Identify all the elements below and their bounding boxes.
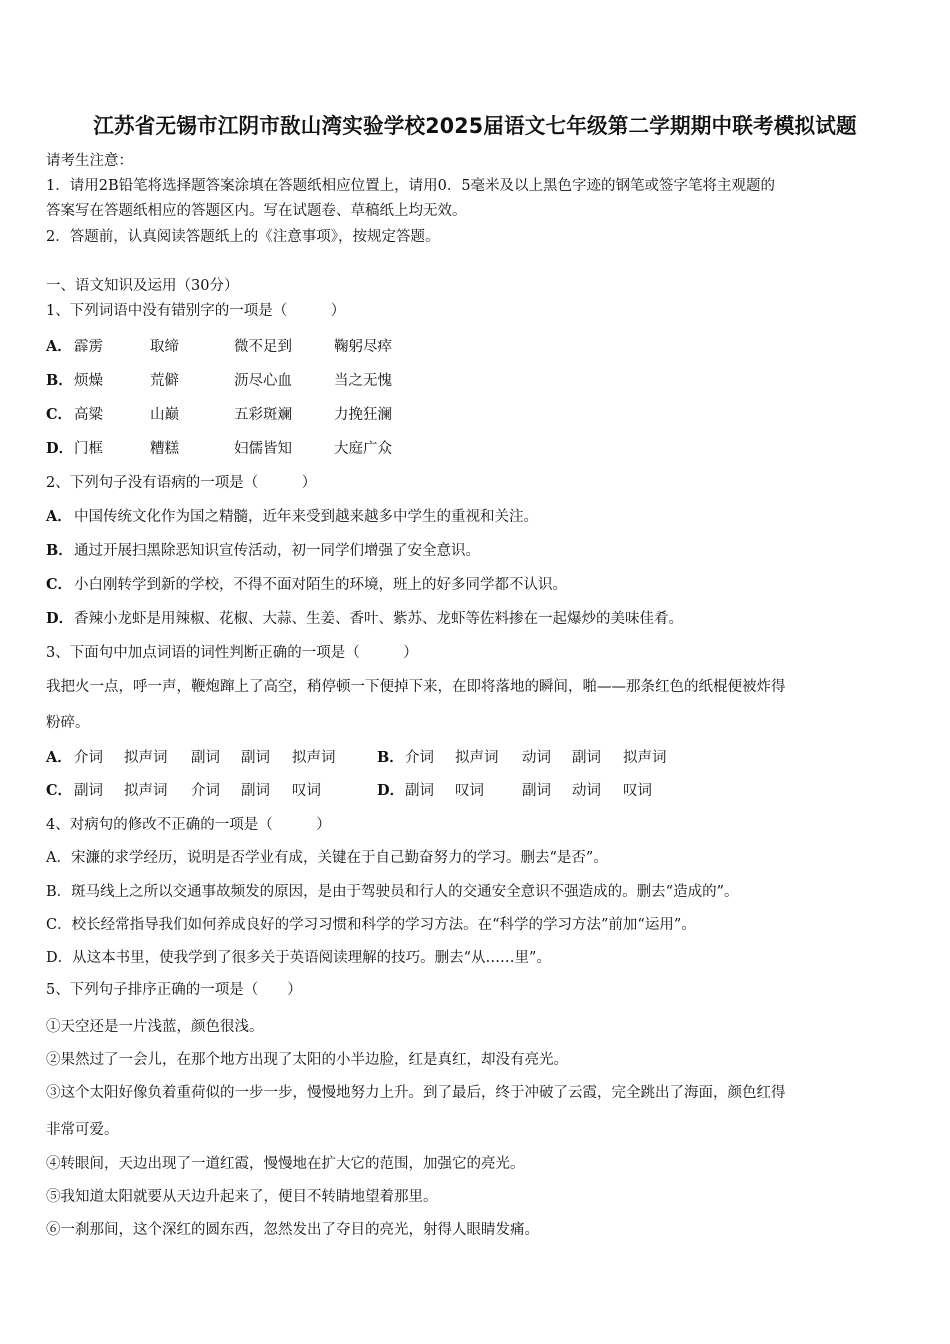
option-word: 烦燥 (74, 373, 103, 389)
option-word: 拟声词 (455, 750, 499, 766)
option-word: 副词 (241, 750, 270, 766)
option-letter: D． (46, 440, 74, 457)
q5-sentence-5: ⑤我知道太阳就要从天边升起来了，便目不转睛地望着那里。 (46, 1189, 438, 1205)
option-word: 叹词 (292, 783, 321, 799)
notice-item-1-line-2: 答案写在答题纸相应的答题区内。写在试题卷、草稿纸上均无效。 (46, 203, 467, 219)
option-word: 拟声词 (124, 783, 168, 799)
q3-passage-line-2: 粉碎。 (46, 715, 90, 731)
option-word: 拟声词 (623, 750, 667, 766)
option-word: 山巅 (150, 407, 179, 423)
option-letter: C． (46, 576, 73, 593)
option-word: 微不足到 (234, 339, 292, 355)
option-letter: C． (46, 782, 73, 799)
option-letter: A． (46, 508, 72, 525)
q4-option-b[interactable]: B．斑马线上之所以交通事故频发的原因，是由于驾驶员和行人的交通安全意识不强造成的。删去“造成的”。 (46, 884, 739, 900)
option-word: 副词 (572, 750, 601, 766)
q4-stem: 4、对病句的修改不正确的一项是（ ） (46, 817, 331, 833)
option-word: 力挽狂澜 (334, 407, 392, 423)
option-word: 拟声词 (124, 750, 168, 766)
option-word: 动词 (572, 783, 601, 799)
notice-item-2: 2．答题前，认真阅读答题纸上的《注意事项》，按规定答题。 (46, 229, 440, 245)
q5-sentence-3-line-1: ③这个太阳好像负着重荷似的一步一步，慢慢地努力上升。到了最后，终于冲破了云霞，完全跳出了海面，颜色红得 (46, 1085, 786, 1101)
option-word: 大庭广众 (334, 441, 392, 457)
option-word: 五彩斑斓 (234, 407, 292, 423)
option-text: 小白刚转学到新的学校，不得不面对陌生的环境，班上的好多同学都不认识。 (74, 577, 567, 593)
option-word: 高粱 (74, 407, 103, 423)
option-word: 副词 (191, 750, 220, 766)
option-word: 介词 (405, 750, 434, 766)
notice-heading: 请考生注意： (46, 153, 133, 169)
option-letter: B． (46, 542, 73, 559)
q5-sentence-2: ②果然过了一会儿，在那个地方出现了太阳的小半边脸，红是真红，却没有亮光。 (46, 1052, 568, 1068)
q5-stem: 5、下列句子排序正确的一项是（ ） (46, 982, 302, 998)
q2-stem: 2、下列句子没有语病的一项是（ ） (46, 475, 317, 491)
option-letter: B． (46, 372, 73, 389)
option-word: 拟声词 (292, 750, 336, 766)
option-word: 门框 (74, 441, 103, 457)
q5-sentence-6: ⑥一刹那间，这个深红的圆东西，忽然发出了夺目的亮光，射得人眼睛发痛。 (46, 1222, 539, 1238)
option-word: 叹词 (455, 783, 484, 799)
exam-title: 江苏省无锡市江阴市敔山湾实验学校2025届语文七年级第二学期期中联考模拟试题 (93, 114, 857, 138)
notice-item-1-line-1: 1．请用2B铅笔将选择题答案涂填在答题纸相应位置上，请用0．5毫米及以上黑色字迹的钢笔或签字笔将主观题的 (46, 178, 776, 194)
q3-option-c[interactable] (46, 781, 346, 801)
q1-stem: 1、下列词语中没有错别字的一项是（ ） (46, 303, 346, 319)
option-word: 副词 (74, 783, 103, 799)
option-word: 取缔 (150, 339, 179, 355)
option-word: 当之无愧 (334, 373, 392, 389)
option-word: 荒僻 (150, 373, 179, 389)
q3-option-a[interactable] (46, 748, 346, 768)
option-letter: A． (46, 338, 72, 355)
option-letter: D． (377, 782, 405, 799)
option-text: 中国传统文化作为国之精髓，近年来受到越来越多中学生的重视和关注。 (74, 509, 538, 525)
option-text: 香辣小龙虾是用辣椒、花椒、大蒜、生姜、香叶、紫苏、龙虾等佐料掺在一起爆炒的美味佳肴。 (74, 611, 683, 627)
option-word: 介词 (191, 783, 220, 799)
option-word: 叹词 (623, 783, 652, 799)
option-word: 副词 (241, 783, 270, 799)
option-word: 糟糕 (150, 441, 179, 457)
option-letter: D． (46, 610, 74, 627)
option-word: 介词 (74, 750, 103, 766)
q5-sentence-1: ①天空还是一片浅蓝，颜色很浅。 (46, 1019, 264, 1035)
q3-passage-line-1: 我把火一点，呼一声，鞭炮蹿上了高空，稍停顿一下便掉下来，在即将落地的瞬间，啪——那条红色的纸棍便被炸得 (46, 679, 786, 695)
q3-stem: 3、下面句中加点词语的词性判断正确的一项是（ ） (46, 645, 418, 661)
option-text: 通过开展扫黑除恶知识宣传活动，初一同学们增强了安全意识。 (74, 543, 480, 559)
option-word: 副词 (522, 783, 551, 799)
q4-option-d[interactable]: D．从这本书里，使我学到了很多关于英语阅读理解的技巧。删去“从……里”。 (46, 950, 551, 966)
option-letter: A． (46, 749, 72, 766)
option-word: 沥尽心血 (234, 373, 292, 389)
option-word: 副词 (405, 783, 434, 799)
q4-option-c[interactable]: C．校长经常指导我们如何养成良好的学习习惯和科学的学习方法。在“科学的学习方法”前加“运用”。 (46, 917, 696, 933)
q4-option-a[interactable]: A．宋濂的求学经历，说明是否学业有成，关键在于自己勤奋努力的学习。删去“是否”。 (46, 850, 608, 866)
q5-sentence-4: ④转眼间，天边出现了一道红霞，慢慢地在扩大它的范围，加强它的亮光。 (46, 1156, 525, 1172)
option-letter: C． (46, 406, 73, 423)
option-letter: B． (377, 749, 404, 766)
q3-option-d[interactable] (377, 781, 677, 801)
option-word: 妇儒皆知 (234, 441, 292, 457)
option-word: 动词 (522, 750, 551, 766)
option-word: 霹雳 (74, 339, 103, 355)
section-heading: 一、语文知识及运用（30分） (46, 278, 239, 294)
q3-option-b[interactable] (377, 748, 677, 768)
q5-sentence-3-line-2: 非常可爱。 (46, 1122, 119, 1138)
option-word: 鞠躬尽瘁 (334, 339, 392, 355)
